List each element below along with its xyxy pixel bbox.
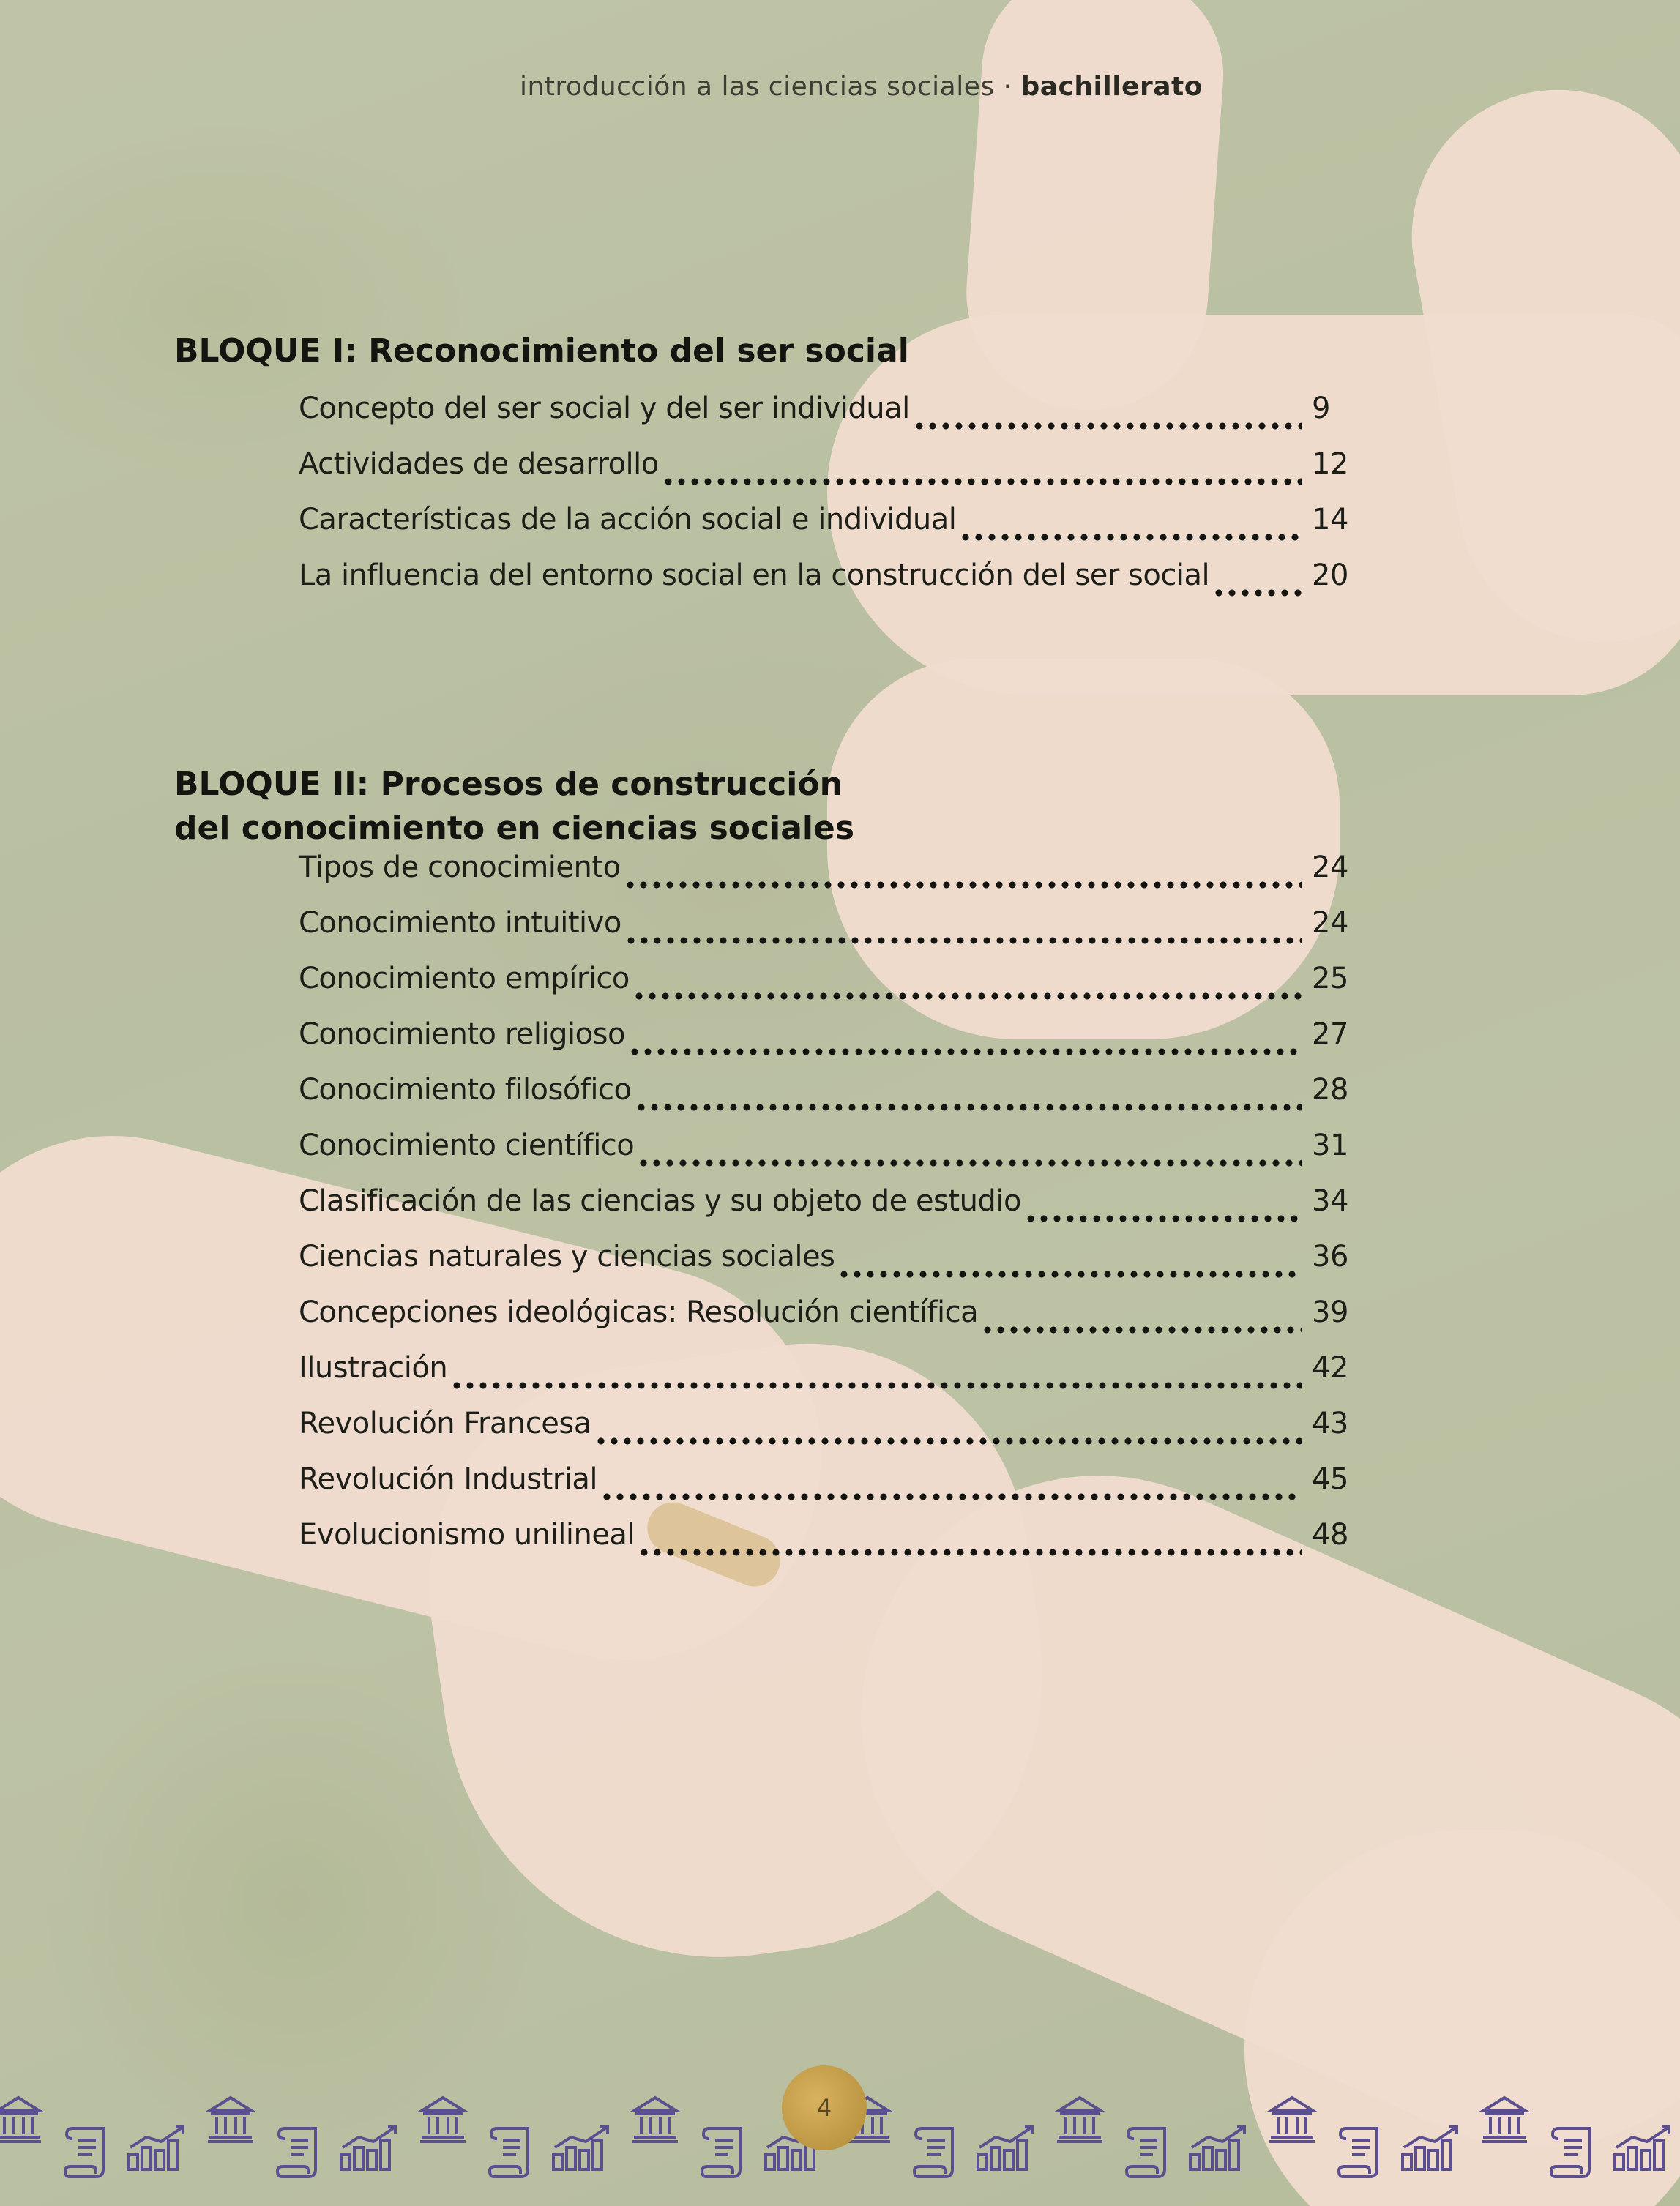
bar-chart-icon (1398, 2123, 1464, 2177)
scroll-icon (699, 2123, 750, 2184)
toc-entry-label: Ilustración (299, 1351, 448, 1385)
bar-chart-icon (549, 2123, 615, 2177)
toc-entry-page: 14 (1312, 503, 1348, 536)
bar-chart-icon (974, 2123, 1039, 2177)
bar-chart-icon (1610, 2123, 1676, 2177)
toc-entry[interactable] (299, 1073, 1360, 1129)
bank-icon (630, 2093, 681, 2147)
toc-entry-label: Revolución Industrial (299, 1462, 597, 1496)
block-1-toc (299, 392, 1360, 614)
leader-dots (959, 533, 1302, 542)
toc-entry-page: 24 (1312, 850, 1348, 884)
leader-dots (624, 880, 1302, 889)
leader-dots (600, 1492, 1302, 1501)
toc-entry-page: 25 (1312, 962, 1348, 995)
bank-icon (1266, 2093, 1318, 2147)
toc-entry-page: 43 (1312, 1407, 1348, 1440)
page-number: 4 (816, 2094, 832, 2122)
toc-entry[interactable] (299, 1295, 1360, 1351)
scroll-icon (62, 2123, 113, 2184)
toc-entry-page: 36 (1312, 1240, 1348, 1274)
bank-icon (205, 2093, 256, 2147)
bar-chart-icon (124, 2123, 190, 2177)
leader-dots (1024, 1214, 1302, 1223)
header-course: bachillerato (1020, 72, 1203, 102)
toc-entry-page: 9 (1312, 392, 1330, 425)
running-header (520, 72, 1203, 102)
toc-entry-page: 42 (1312, 1351, 1348, 1385)
toc-entry[interactable] (299, 1240, 1360, 1295)
toc-entry-label: Características de la acción social e individual (299, 503, 957, 536)
toc-entry[interactable] (299, 962, 1360, 1017)
leader-dots (594, 1437, 1302, 1446)
toc-entry-label: Clasificación de las ciencias y su objeto de estudio (299, 1184, 1021, 1218)
toc-entry-page: 31 (1312, 1129, 1348, 1162)
scroll-icon (1336, 2123, 1387, 2184)
block-1-title: BLOQUE I: Reconocimiento del ser social (174, 332, 909, 370)
leader-dots (638, 1548, 1302, 1557)
block-2-title (174, 763, 854, 850)
toc-entry[interactable] (299, 1184, 1360, 1240)
toc-entry[interactable] (299, 906, 1360, 962)
toc-entry[interactable] (299, 1462, 1360, 1518)
leader-dots (632, 992, 1302, 1001)
toc-entry-label: Conocimiento filosófico (299, 1073, 632, 1107)
bar-chart-icon (1186, 2123, 1252, 2177)
leader-dots (628, 1047, 1302, 1056)
toc-entry-label: Evolucionismo unilineal (299, 1518, 635, 1552)
toc-entry[interactable] (299, 1518, 1360, 1574)
toc-entry[interactable] (299, 503, 1360, 558)
leader-dots (1212, 588, 1302, 597)
leader-dots (624, 936, 1302, 945)
toc-entry-page: 34 (1312, 1184, 1348, 1218)
leader-dots (981, 1326, 1302, 1334)
toc-entry-page: 12 (1312, 447, 1348, 481)
leader-dots (635, 1103, 1302, 1112)
bank-icon (417, 2093, 468, 2147)
toc-entry[interactable] (299, 1017, 1360, 1073)
toc-entry[interactable] (299, 1407, 1360, 1462)
block-2-title-line2: del conocimiento en ciencias sociales (174, 810, 855, 847)
bank-icon (1054, 2093, 1105, 2147)
toc-entry-label: Ciencias naturales y ciencias sociales (299, 1240, 835, 1274)
page-number-badge (782, 2065, 867, 2150)
scroll-icon (275, 2123, 326, 2184)
toc-entry[interactable] (299, 392, 1360, 447)
toc-entry[interactable] (299, 1351, 1360, 1407)
toc-entry[interactable] (299, 447, 1360, 503)
bank-icon (0, 2093, 44, 2147)
bank-icon (1479, 2093, 1530, 2147)
scroll-icon (1124, 2123, 1175, 2184)
toc-entry-page: 48 (1312, 1518, 1348, 1552)
leader-dots (662, 477, 1302, 486)
toc-entry-label: Concepciones ideológicas: Resolución científica (299, 1295, 979, 1329)
leader-dots (837, 1270, 1302, 1279)
toc-entry-label: Tipos de conocimiento (299, 850, 621, 884)
toc-entry-label: Conocimiento empírico (299, 962, 630, 995)
leader-dots (637, 1159, 1302, 1167)
block-2-toc (299, 850, 1360, 1574)
toc-entry-label: La influencia del entorno social en la construcción del ser social (299, 558, 1210, 592)
toc-entry-label: Conocimiento científico (299, 1129, 635, 1162)
toc-entry-label: Conocimiento intuitivo (299, 906, 621, 940)
leader-dots (913, 422, 1302, 430)
toc-entry-page: 20 (1312, 558, 1348, 592)
toc-entry-page: 24 (1312, 906, 1348, 940)
toc-entry[interactable] (299, 558, 1360, 614)
toc-entry[interactable] (299, 1129, 1360, 1184)
scroll-icon (911, 2123, 963, 2184)
bar-chart-icon (337, 2123, 403, 2177)
toc-entry-label: Conocimiento religioso (299, 1017, 625, 1051)
toc-entry-label: Actividades de desarrollo (299, 447, 659, 481)
toc-entry-page: 27 (1312, 1017, 1348, 1051)
toc-entry-page: 39 (1312, 1295, 1348, 1329)
leader-dots (450, 1381, 1302, 1390)
toc-entry-page: 28 (1312, 1073, 1348, 1107)
scroll-icon (1548, 2123, 1599, 2184)
toc-entry-label: Revolución Francesa (299, 1407, 591, 1440)
toc-entry-page: 45 (1312, 1462, 1348, 1496)
toc-entry-label: Concepto del ser social y del ser individual (299, 392, 910, 425)
block-2-title-line1: BLOQUE II: Procesos de construcción (174, 766, 843, 803)
toc-entry[interactable] (299, 850, 1360, 906)
scroll-icon (487, 2123, 538, 2184)
header-subtitle: introducción a las ciencias sociales · (520, 72, 1012, 102)
